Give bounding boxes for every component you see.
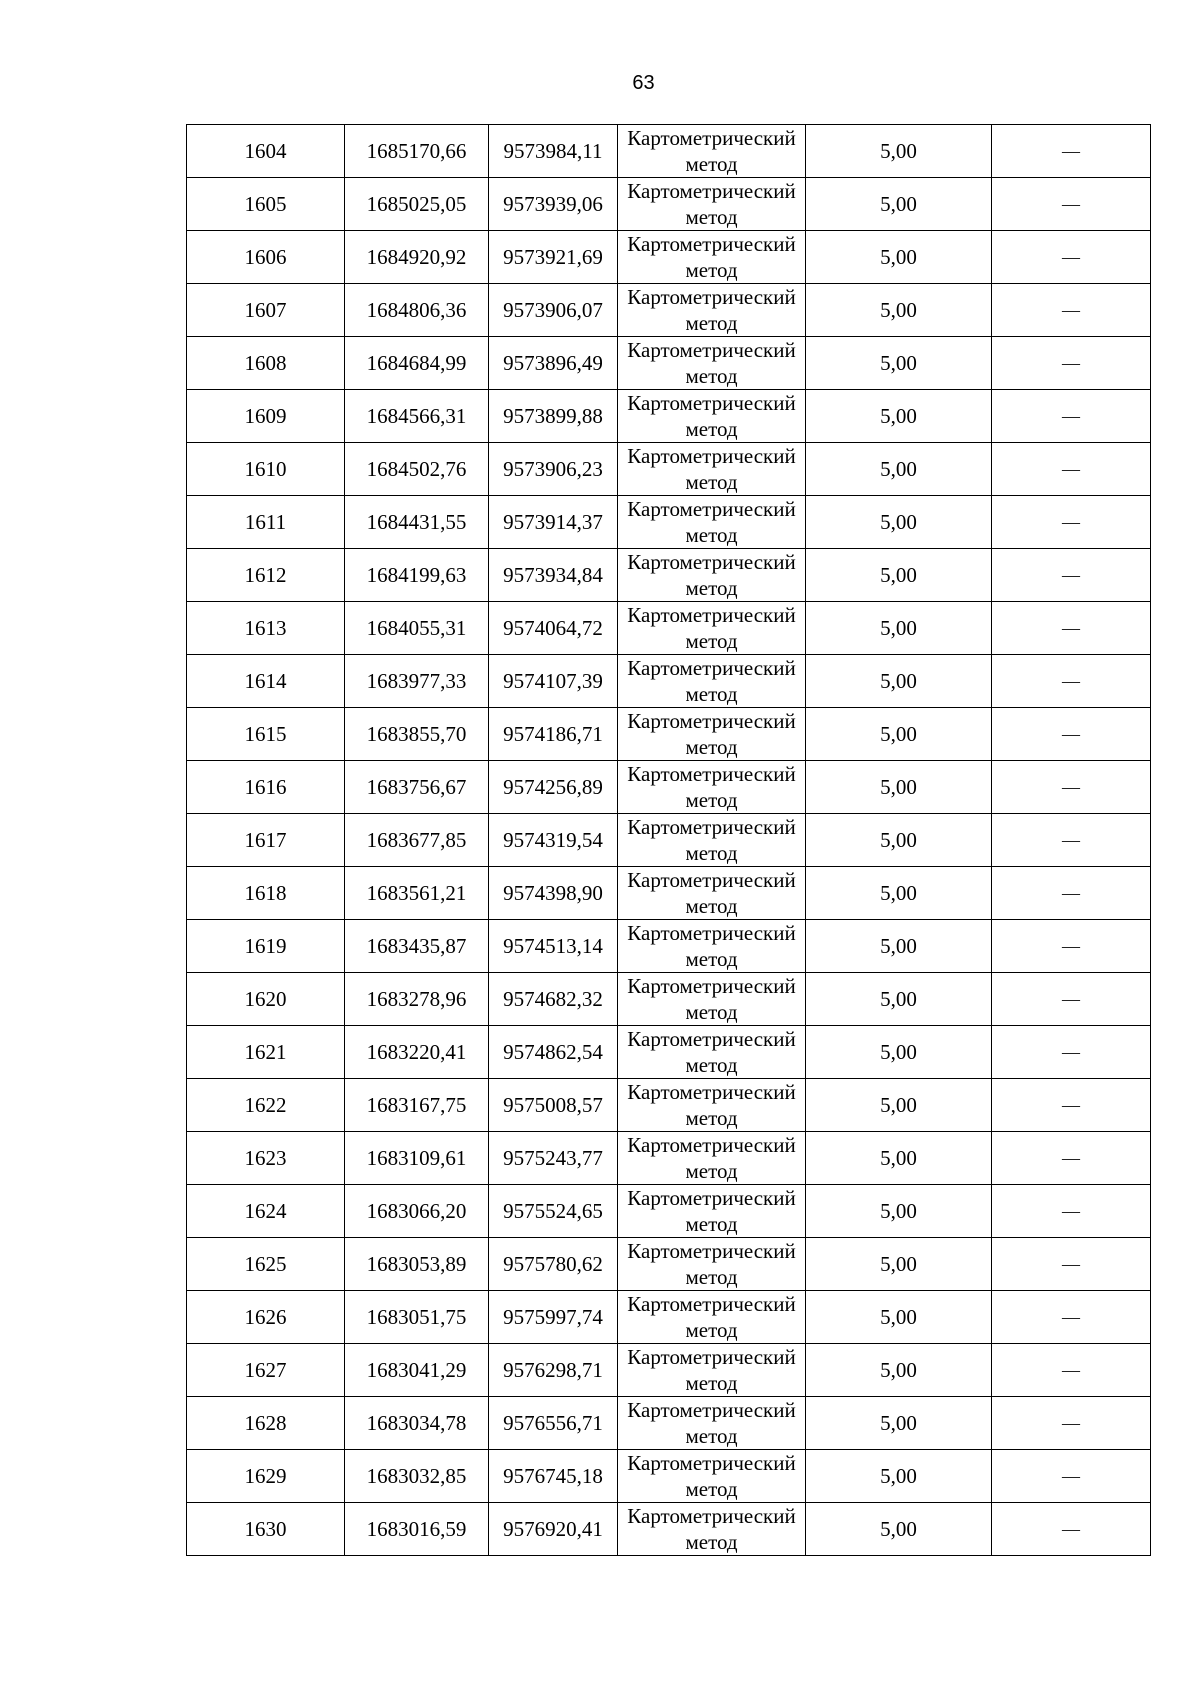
accuracy-cell: 5,00	[806, 1397, 992, 1450]
method-line-1: Картометрический	[627, 709, 796, 733]
method-cell	[618, 867, 806, 920]
point-number-cell: 1618	[187, 867, 345, 920]
method-line-1: Картометрический	[627, 1398, 796, 1422]
x-coordinate-cell: 1684431,55	[345, 496, 489, 549]
method-cell	[618, 973, 806, 1026]
table-row	[187, 178, 1151, 231]
table-row	[187, 1026, 1151, 1079]
note-cell: —	[992, 178, 1151, 231]
note-cell: —	[992, 920, 1151, 973]
method-cell	[618, 1238, 806, 1291]
point-number-cell: 1611	[187, 496, 345, 549]
table-row	[187, 655, 1151, 708]
point-number-cell: 1622	[187, 1079, 345, 1132]
accuracy-cell: 5,00	[806, 1450, 992, 1503]
note-cell: —	[992, 708, 1151, 761]
table-row	[187, 1291, 1151, 1344]
point-number-cell: 1606	[187, 231, 345, 284]
method-cell	[618, 1079, 806, 1132]
point-number-cell: 1626	[187, 1291, 345, 1344]
method-line-2: метод	[685, 841, 738, 865]
method-cell	[618, 549, 806, 602]
x-coordinate-cell: 1683220,41	[345, 1026, 489, 1079]
x-coordinate-cell: 1683167,75	[345, 1079, 489, 1132]
method-cell	[618, 1503, 806, 1556]
method-line-2: метод	[685, 470, 738, 494]
y-coordinate-cell: 9574186,71	[489, 708, 618, 761]
accuracy-cell: 5,00	[806, 284, 992, 337]
x-coordinate-cell: 1683109,61	[345, 1132, 489, 1185]
x-coordinate-cell: 1684199,63	[345, 549, 489, 602]
point-number-cell: 1621	[187, 1026, 345, 1079]
accuracy-cell: 5,00	[806, 1132, 992, 1185]
method-line-2: метод	[685, 1477, 738, 1501]
note-cell: —	[992, 1185, 1151, 1238]
method-cell	[618, 443, 806, 496]
method-line-2: метод	[685, 629, 738, 653]
x-coordinate-cell: 1683756,67	[345, 761, 489, 814]
method-line-2: метод	[685, 576, 738, 600]
accuracy-cell: 5,00	[806, 814, 992, 867]
table-row	[187, 390, 1151, 443]
y-coordinate-cell: 9576556,71	[489, 1397, 618, 1450]
note-cell: —	[992, 814, 1151, 867]
note-cell: —	[992, 125, 1151, 178]
x-coordinate-cell: 1683034,78	[345, 1397, 489, 1450]
method-line-2: метод	[685, 682, 738, 706]
accuracy-cell: 5,00	[806, 867, 992, 920]
table-row	[187, 496, 1151, 549]
method-line-2: метод	[685, 1106, 738, 1130]
note-cell: —	[992, 1079, 1151, 1132]
method-cell	[618, 178, 806, 231]
point-number-cell: 1630	[187, 1503, 345, 1556]
accuracy-cell: 5,00	[806, 1503, 992, 1556]
method-cell	[618, 1291, 806, 1344]
table-row	[187, 814, 1151, 867]
method-cell	[618, 284, 806, 337]
table-row	[187, 443, 1151, 496]
table-row	[187, 549, 1151, 602]
method-cell	[618, 390, 806, 443]
y-coordinate-cell: 9575008,57	[489, 1079, 618, 1132]
point-number-cell: 1616	[187, 761, 345, 814]
y-coordinate-cell: 9573914,37	[489, 496, 618, 549]
y-coordinate-cell: 9576745,18	[489, 1450, 618, 1503]
table-row	[187, 1344, 1151, 1397]
method-line-2: метод	[685, 1159, 738, 1183]
method-line-2: метод	[685, 1212, 738, 1236]
method-line-1: Картометрический	[627, 1239, 796, 1263]
accuracy-cell: 5,00	[806, 1079, 992, 1132]
method-line-2: метод	[685, 894, 738, 918]
y-coordinate-cell: 9573934,84	[489, 549, 618, 602]
method-cell	[618, 231, 806, 284]
y-coordinate-cell: 9573896,49	[489, 337, 618, 390]
table-row	[187, 1503, 1151, 1556]
y-coordinate-cell: 9574107,39	[489, 655, 618, 708]
table-row	[187, 1397, 1151, 1450]
x-coordinate-cell: 1683051,75	[345, 1291, 489, 1344]
table-row	[187, 920, 1151, 973]
method-line-1: Картометрический	[627, 1186, 796, 1210]
point-number-cell: 1620	[187, 973, 345, 1026]
x-coordinate-cell: 1683041,29	[345, 1344, 489, 1397]
method-cell	[618, 761, 806, 814]
table-row	[187, 867, 1151, 920]
note-cell: —	[992, 602, 1151, 655]
table-row	[187, 337, 1151, 390]
method-line-1: Картометрический	[627, 762, 796, 786]
x-coordinate-cell: 1684684,99	[345, 337, 489, 390]
table-row	[187, 1079, 1151, 1132]
note-cell: —	[992, 1026, 1151, 1079]
table-row	[187, 1238, 1151, 1291]
point-number-cell: 1607	[187, 284, 345, 337]
method-line-1: Картометрический	[627, 868, 796, 892]
accuracy-cell: 5,00	[806, 178, 992, 231]
method-line-1: Картометрический	[627, 603, 796, 627]
accuracy-cell: 5,00	[806, 708, 992, 761]
y-coordinate-cell: 9574682,32	[489, 973, 618, 1026]
method-cell	[618, 920, 806, 973]
point-number-cell: 1628	[187, 1397, 345, 1450]
method-line-2: метод	[685, 1371, 738, 1395]
y-coordinate-cell: 9573921,69	[489, 231, 618, 284]
method-cell	[618, 1185, 806, 1238]
x-coordinate-cell: 1684566,31	[345, 390, 489, 443]
y-coordinate-cell: 9573899,88	[489, 390, 618, 443]
accuracy-cell: 5,00	[806, 920, 992, 973]
note-cell: —	[992, 1344, 1151, 1397]
accuracy-cell: 5,00	[806, 1291, 992, 1344]
method-cell	[618, 337, 806, 390]
x-coordinate-cell: 1683053,89	[345, 1238, 489, 1291]
coordinates-table	[186, 124, 1151, 1556]
table-row	[187, 602, 1151, 655]
method-cell	[618, 1026, 806, 1079]
accuracy-cell: 5,00	[806, 443, 992, 496]
note-cell: —	[992, 1238, 1151, 1291]
method-line-2: метод	[685, 1053, 738, 1077]
x-coordinate-cell: 1683016,59	[345, 1503, 489, 1556]
method-line-1: Картометрический	[627, 1080, 796, 1104]
accuracy-cell: 5,00	[806, 496, 992, 549]
note-cell: —	[992, 337, 1151, 390]
note-cell: —	[992, 867, 1151, 920]
y-coordinate-cell: 9574319,54	[489, 814, 618, 867]
method-line-1: Картометрический	[627, 338, 796, 362]
method-cell	[618, 655, 806, 708]
method-cell	[618, 1450, 806, 1503]
x-coordinate-cell: 1684502,76	[345, 443, 489, 496]
method-line-1: Картометрический	[627, 1451, 796, 1475]
method-line-1: Картометрический	[627, 126, 796, 150]
accuracy-cell: 5,00	[806, 602, 992, 655]
y-coordinate-cell: 9573906,07	[489, 284, 618, 337]
method-cell	[618, 814, 806, 867]
point-number-cell: 1604	[187, 125, 345, 178]
method-line-1: Картометрический	[627, 179, 796, 203]
point-number-cell: 1625	[187, 1238, 345, 1291]
method-cell	[618, 708, 806, 761]
note-cell: —	[992, 761, 1151, 814]
table-row	[187, 1450, 1151, 1503]
accuracy-cell: 5,00	[806, 1344, 992, 1397]
accuracy-cell: 5,00	[806, 1185, 992, 1238]
method-line-1: Картометрический	[627, 1133, 796, 1157]
method-line-2: метод	[685, 1265, 738, 1289]
note-cell: —	[992, 655, 1151, 708]
accuracy-cell: 5,00	[806, 1238, 992, 1291]
method-line-2: метод	[685, 1318, 738, 1342]
point-number-cell: 1627	[187, 1344, 345, 1397]
method-cell	[618, 1132, 806, 1185]
point-number-cell: 1617	[187, 814, 345, 867]
point-number-cell: 1613	[187, 602, 345, 655]
accuracy-cell: 5,00	[806, 761, 992, 814]
x-coordinate-cell: 1683278,96	[345, 973, 489, 1026]
point-number-cell: 1615	[187, 708, 345, 761]
method-line-1: Картометрический	[627, 232, 796, 256]
method-line-2: метод	[685, 947, 738, 971]
method-line-1: Картометрический	[627, 444, 796, 468]
method-line-2: метод	[685, 311, 738, 335]
x-coordinate-cell: 1684806,36	[345, 284, 489, 337]
point-number-cell: 1623	[187, 1132, 345, 1185]
note-cell: —	[992, 231, 1151, 284]
page-number: 63	[632, 72, 655, 94]
method-line-1: Картометрический	[627, 1504, 796, 1528]
x-coordinate-cell: 1683855,70	[345, 708, 489, 761]
point-number-cell: 1609	[187, 390, 345, 443]
note-cell: —	[992, 496, 1151, 549]
y-coordinate-cell: 9574862,54	[489, 1026, 618, 1079]
note-cell: —	[992, 390, 1151, 443]
note-cell: —	[992, 443, 1151, 496]
method-line-2: метод	[685, 1424, 738, 1448]
accuracy-cell: 5,00	[806, 231, 992, 284]
y-coordinate-cell: 9575780,62	[489, 1238, 618, 1291]
x-coordinate-cell: 1684920,92	[345, 231, 489, 284]
table-row	[187, 284, 1151, 337]
method-line-1: Картометрический	[627, 815, 796, 839]
method-line-2: метод	[685, 735, 738, 759]
x-coordinate-cell: 1683032,85	[345, 1450, 489, 1503]
method-line-2: метод	[685, 258, 738, 282]
y-coordinate-cell: 9575997,74	[489, 1291, 618, 1344]
y-coordinate-cell: 9573939,06	[489, 178, 618, 231]
x-coordinate-cell: 1683435,87	[345, 920, 489, 973]
note-cell: —	[992, 284, 1151, 337]
y-coordinate-cell: 9575243,77	[489, 1132, 618, 1185]
table-row	[187, 1185, 1151, 1238]
x-coordinate-cell: 1683977,33	[345, 655, 489, 708]
method-cell	[618, 1397, 806, 1450]
note-cell: —	[992, 549, 1151, 602]
accuracy-cell: 5,00	[806, 655, 992, 708]
point-number-cell: 1619	[187, 920, 345, 973]
method-line-2: метод	[685, 364, 738, 388]
note-cell: —	[992, 973, 1151, 1026]
point-number-cell: 1629	[187, 1450, 345, 1503]
x-coordinate-cell: 1685170,66	[345, 125, 489, 178]
y-coordinate-cell: 9574256,89	[489, 761, 618, 814]
method-line-2: метод	[685, 205, 738, 229]
method-cell	[618, 496, 806, 549]
y-coordinate-cell: 9574064,72	[489, 602, 618, 655]
table-row	[187, 1132, 1151, 1185]
accuracy-cell: 5,00	[806, 1026, 992, 1079]
accuracy-cell: 5,00	[806, 390, 992, 443]
table-row	[187, 708, 1151, 761]
method-line-2: метод	[685, 417, 738, 441]
method-line-2: метод	[685, 523, 738, 547]
y-coordinate-cell: 9576920,41	[489, 1503, 618, 1556]
table-row	[187, 231, 1151, 284]
method-line-2: метод	[685, 1530, 738, 1554]
point-number-cell: 1610	[187, 443, 345, 496]
note-cell: —	[992, 1397, 1151, 1450]
table-row	[187, 125, 1151, 178]
note-cell: —	[992, 1132, 1151, 1185]
point-number-cell: 1624	[187, 1185, 345, 1238]
method-line-1: Картометрический	[627, 391, 796, 415]
table-row	[187, 973, 1151, 1026]
method-cell	[618, 602, 806, 655]
method-line-1: Картометрический	[627, 1027, 796, 1051]
y-coordinate-cell: 9573984,11	[489, 125, 618, 178]
x-coordinate-cell: 1684055,31	[345, 602, 489, 655]
note-cell: —	[992, 1450, 1151, 1503]
method-line-1: Картометрический	[627, 974, 796, 998]
table-row	[187, 761, 1151, 814]
accuracy-cell: 5,00	[806, 973, 992, 1026]
method-line-1: Картометрический	[627, 285, 796, 309]
method-cell	[618, 1344, 806, 1397]
method-line-1: Картометрический	[627, 550, 796, 574]
note-cell: —	[992, 1291, 1151, 1344]
y-coordinate-cell: 9575524,65	[489, 1185, 618, 1238]
method-line-1: Картометрический	[627, 497, 796, 521]
point-number-cell: 1605	[187, 178, 345, 231]
method-line-2: метод	[685, 788, 738, 812]
point-number-cell: 1614	[187, 655, 345, 708]
y-coordinate-cell: 9573906,23	[489, 443, 618, 496]
x-coordinate-cell: 1683677,85	[345, 814, 489, 867]
method-line-1: Картометрический	[627, 656, 796, 680]
point-number-cell: 1608	[187, 337, 345, 390]
note-cell: —	[992, 1503, 1151, 1556]
method-line-1: Картометрический	[627, 1292, 796, 1316]
x-coordinate-cell: 1683066,20	[345, 1185, 489, 1238]
accuracy-cell: 5,00	[806, 337, 992, 390]
accuracy-cell: 5,00	[806, 549, 992, 602]
x-coordinate-cell: 1683561,21	[345, 867, 489, 920]
table-body	[187, 125, 1151, 1556]
y-coordinate-cell: 9574398,90	[489, 867, 618, 920]
method-line-1: Картометрический	[627, 921, 796, 945]
method-line-2: метод	[685, 152, 738, 176]
y-coordinate-cell: 9574513,14	[489, 920, 618, 973]
point-number-cell: 1612	[187, 549, 345, 602]
method-line-2: метод	[685, 1000, 738, 1024]
x-coordinate-cell: 1685025,05	[345, 178, 489, 231]
y-coordinate-cell: 9576298,71	[489, 1344, 618, 1397]
method-line-1: Картометрический	[627, 1345, 796, 1369]
method-cell	[618, 125, 806, 178]
accuracy-cell: 5,00	[806, 125, 992, 178]
